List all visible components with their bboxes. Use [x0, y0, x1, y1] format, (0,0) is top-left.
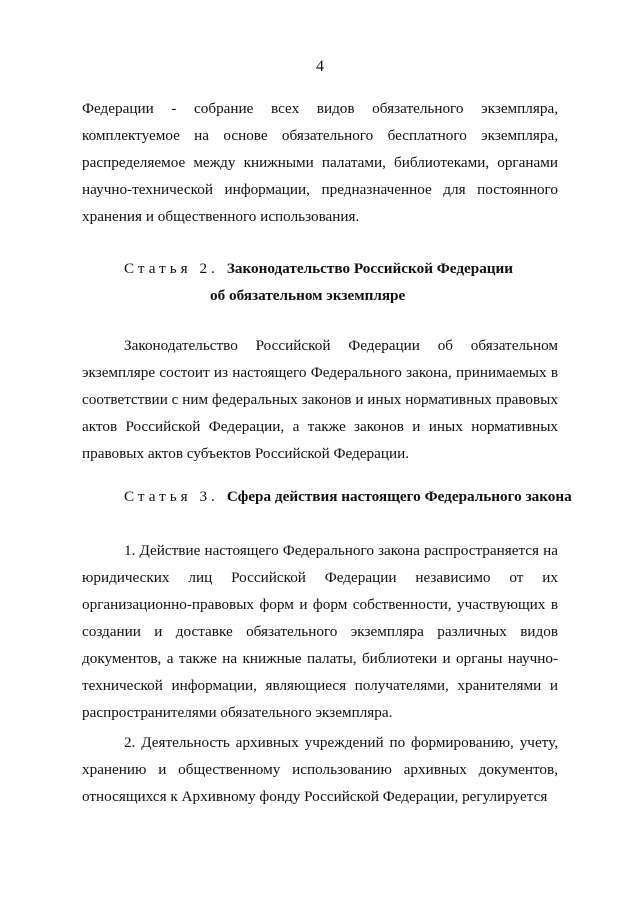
intro-text-block	[82, 95, 558, 230]
article-2-title-line-1: Законодательство Российской Федерации	[226, 260, 514, 277]
article-3-title: Сфера действия настоящего Федерального закона	[226, 488, 572, 505]
article-2-label: Статья 2.	[124, 260, 219, 277]
article-2-heading	[124, 255, 600, 309]
article-2-paragraph: Законодательство Российской Федерации об обязательном экземпляре состоит из настоящего Федерального закона, принимаемых в соответствии с ним федеральных законов и иных нормативных правовых актов Российской Федерации, а также законов и иных нормативных правовых актов субъектов Российской Федерации.	[82, 337, 558, 462]
article-3-body	[82, 537, 558, 810]
article-3-label: Статья 3.	[124, 488, 219, 505]
article-3-paragraph-1: 1. Действие настоящего Федерального закона распространяется на юридических лиц Российской Федерации независимо от их организационно-правовых форм и форм собственности, участвующих в создании и доставке обязательного экземпляра различных видов документов, а также на книжные палаты, библиотеки и органы научно-технической информации, являющиеся получателями, хранителями и распространителями обязательного экземпляра.	[82, 542, 558, 721]
article-3-heading	[124, 483, 600, 510]
article-2-heading-line-1	[124, 255, 600, 282]
page-number: 4	[316, 58, 324, 75]
intro-paragraph: Федерации - собрание всех видов обязательного экземпляра, комплектуемое на основе обязательного бесплатного экземпляра, распределяемое между книжными палатами, библиотеками, органами научно-технической информации, предназначенное для постоянного хранения и общественного использования.	[82, 100, 558, 225]
article-2-heading-line-2	[124, 282, 600, 309]
article-3-heading-line	[124, 483, 600, 510]
article-2-title-line-2: об обязательном экземпляре	[210, 287, 406, 304]
article-2-body	[82, 332, 558, 467]
article-3-paragraph-2: 2. Деятельность архивных учреждений по формированию, учету, хранению и общественному использованию архивных документов, относящихся к Архивному фонду Российской Федерации, регулируется	[82, 734, 558, 805]
